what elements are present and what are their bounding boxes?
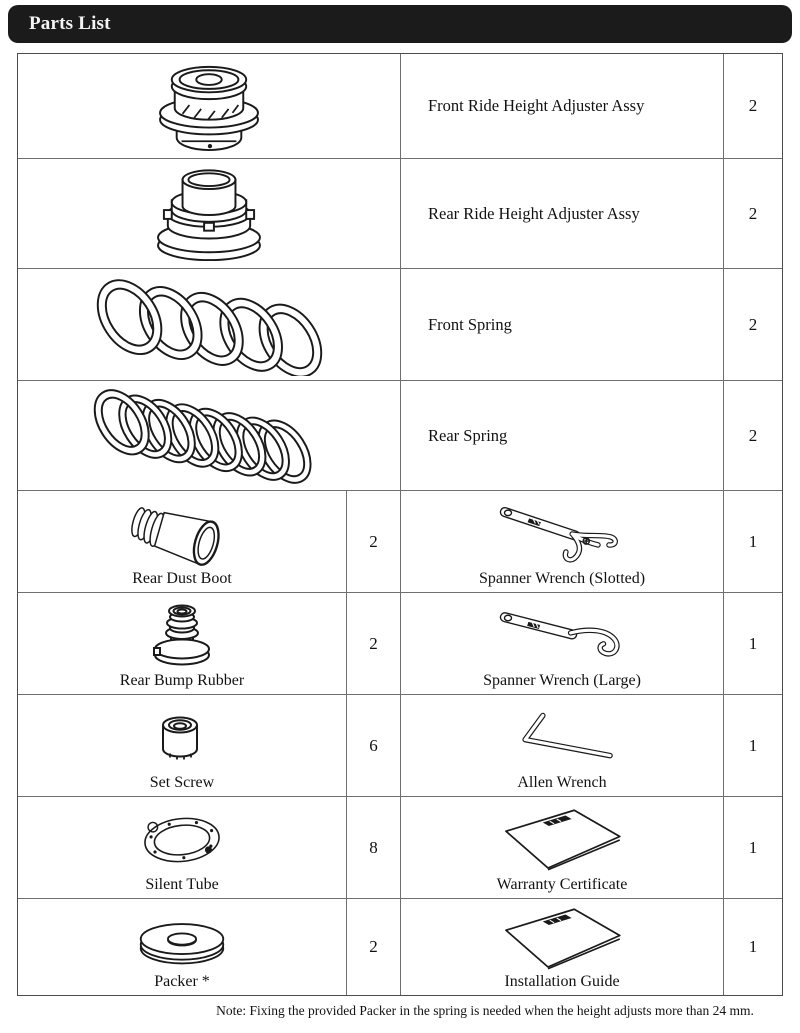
page-title: Parts List xyxy=(29,13,111,34)
part-item-cell xyxy=(401,899,724,995)
part-name: Front Ride Height Adjuster Assy xyxy=(401,54,724,159)
part-qty: 2 xyxy=(724,381,782,491)
part-qty: 1 xyxy=(724,797,782,899)
part-item-cell xyxy=(18,695,347,797)
part-item-cell xyxy=(18,491,347,593)
part-qty: 1 xyxy=(748,937,758,956)
part-qty: 2 xyxy=(347,593,401,695)
front-spring-icon xyxy=(85,274,333,376)
part-label: Set Screw xyxy=(149,774,215,791)
silent-tube-icon xyxy=(119,806,245,874)
rear-dust-boot-icon xyxy=(102,497,262,571)
part-qty: 8 xyxy=(347,797,401,899)
warranty-certificate-icon xyxy=(487,805,637,875)
part-image-cell xyxy=(18,159,401,269)
part-label: Packer * xyxy=(154,973,210,990)
front-ride-height-adjuster-icon xyxy=(134,59,284,153)
part-item-cell xyxy=(18,593,347,695)
rear-bump-rubber-icon xyxy=(135,599,229,673)
part-item-cell xyxy=(18,797,347,899)
part-qty: 2 xyxy=(724,159,782,269)
allen-wrench-icon xyxy=(487,706,637,770)
part-qty: 6 xyxy=(347,695,401,797)
parts-list-header xyxy=(8,5,792,43)
part-label: Silent Tube xyxy=(145,876,219,893)
installation-guide-icon xyxy=(487,904,637,974)
part-item-cell xyxy=(401,491,724,593)
part-image-cell xyxy=(18,381,401,491)
part-image-cell xyxy=(18,54,401,159)
part-label: Allen Wrench xyxy=(517,774,607,791)
spanner-wrench-slotted-icon xyxy=(470,498,654,570)
part-item-cell xyxy=(401,593,724,695)
part-name: Rear Ride Height Adjuster Assy xyxy=(401,159,724,269)
part-name: Front Spring xyxy=(401,269,724,381)
part-qty: 1 xyxy=(724,695,782,797)
part-qty: 1 xyxy=(724,491,782,593)
set-screw-icon xyxy=(150,710,214,766)
part-item-cell xyxy=(401,797,724,899)
part-qty: 2 xyxy=(347,899,401,995)
part-label: Warranty Certificate xyxy=(496,876,628,893)
part-label: Spanner Wrench (Large) xyxy=(483,672,641,689)
part-label: Rear Dust Boot xyxy=(132,570,232,587)
spanner-wrench-large-icon xyxy=(470,600,654,672)
part-qty: 2 xyxy=(724,54,782,159)
part-name: Rear Spring xyxy=(401,381,724,491)
footnote: Note: Fixing the provided Packer in the spring is needed when the height adjusts more than 24 mm. xyxy=(216,1003,754,1018)
rear-spring-icon xyxy=(85,385,333,487)
parts-table xyxy=(17,53,783,996)
part-label: Rear Bump Rubber xyxy=(119,672,245,689)
part-qty: 2 xyxy=(724,269,782,381)
packer-icon xyxy=(124,909,240,969)
part-qty: 1 xyxy=(724,593,782,695)
part-item-cell xyxy=(401,695,724,797)
part-label: Spanner Wrench (Slotted) xyxy=(478,570,646,587)
part-image-cell xyxy=(18,269,401,381)
part-item-cell xyxy=(18,899,347,995)
part-qty: 2 xyxy=(347,491,401,593)
rear-ride-height-adjuster-icon xyxy=(134,165,284,263)
part-label: Installation Guide xyxy=(504,973,620,990)
